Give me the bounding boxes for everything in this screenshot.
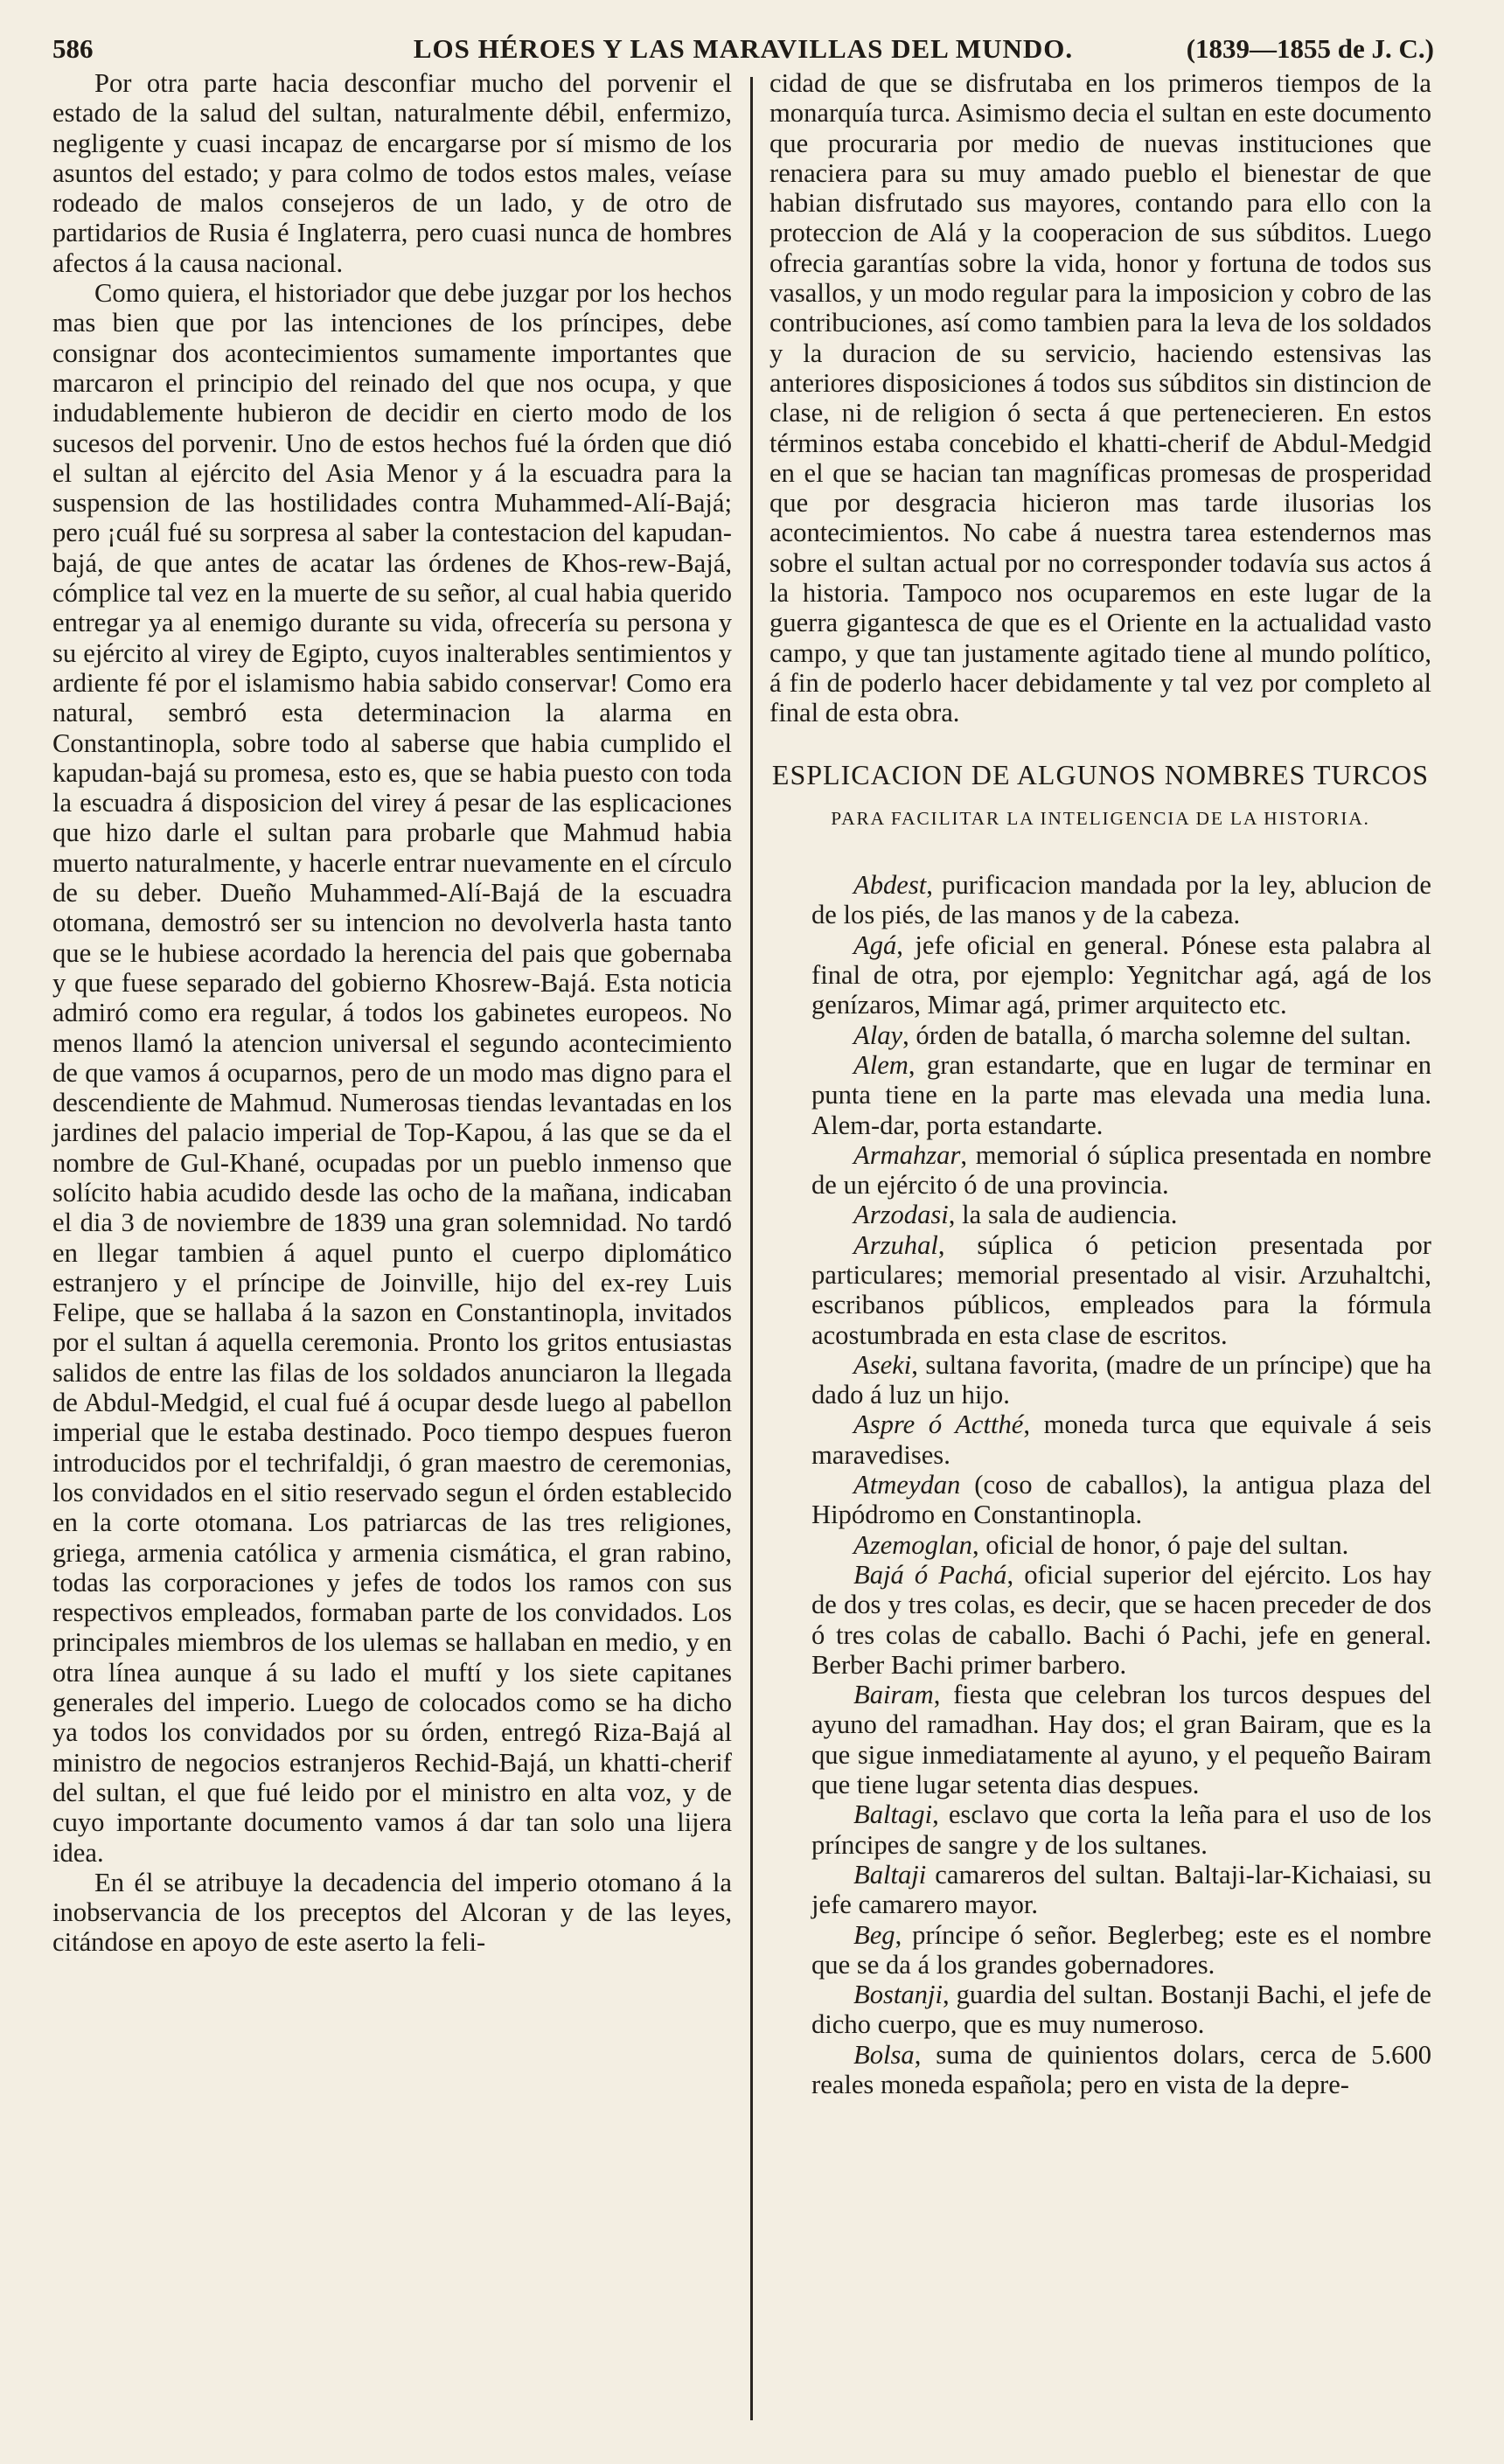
glossary-definition: , fiesta que celebran los turcos despues del ayuno del ramadhan. Hay dos; el gran Bairam, que es la que sigue inmediatamente al ayuno, y el pequeño Bairam que tiene lugar setenta dias despues. — [811, 1680, 1431, 1800]
glossary-entry — [769, 1470, 1431, 1530]
glossary-term: Alay — [853, 1020, 903, 1050]
glossary-term: Aseki — [853, 1349, 912, 1380]
glossary-definition: , purificacion mandada por la ley, ablucion de de los piés, de las manos y de la cabeza. — [811, 870, 1431, 930]
column-divider — [750, 77, 753, 2420]
glossary-term: Alem — [853, 1049, 909, 1080]
glossary-definition: camareros del sultan. Baltaji-lar-Kichaiasi, su jefe camarero mayor. — [811, 1859, 1431, 1920]
glossary-entry — [769, 1409, 1431, 1470]
glossary-definition: , jefe oficial en general. Pónese esta palabra al final de otra, por ejemplo: Yegnitchar agá, agá de los genízaros, Mimar agá, primer arquitecto etc. — [811, 929, 1431, 1020]
glossary-term: Arzuhal — [853, 1229, 938, 1260]
glossary-entry — [769, 1680, 1431, 1799]
glossary-entry — [769, 1860, 1431, 1920]
glossary-entry — [769, 1530, 1431, 1560]
glossary-definition: , moneda turca que equivale á seis maravedises. — [811, 1409, 1431, 1470]
glossary-term: Armahzar — [853, 1139, 961, 1170]
glossary-entry — [769, 1050, 1431, 1140]
left-column — [52, 68, 732, 1958]
glossary-definition: , órden de batalla, ó marcha solemne del sultan. — [902, 1020, 1412, 1050]
glossary-definition: , la sala de audiencia. — [948, 1200, 1178, 1230]
glossary-term: Bajá ó Pachá — [853, 1559, 1007, 1590]
glossary-definition: , esclavo que corta la leña para el uso de los príncipes de sangre y de los sultanes. — [811, 1799, 1431, 1860]
glossary-term: Baltagi — [853, 1799, 933, 1830]
glossary-definition: , oficial superior del ejército. Los hay de dos y tres colas, es decir, que se hacen preceder de dos ó tres colas de caballo. Bachi ó Pachi, jefe en general. Berber Bachi primer barbero. — [811, 1559, 1431, 1680]
glossary-term: Bostanji — [853, 1980, 943, 2010]
glossary-definition: , suma de quinientos dolars, cerca de 5.600 reales moneda española; pero en vista de la depre- — [811, 2039, 1431, 2099]
glossary-term: Azemoglan — [853, 1529, 972, 1560]
glossary-term: Aspre ó Actthé — [853, 1409, 1024, 1440]
date-range: (1839—1855 de J. C.) — [1186, 33, 1434, 64]
glossary-entry — [769, 1980, 1431, 2040]
glossary-entry — [769, 1560, 1431, 1680]
section-subtitle: PARA FACILITAR LA INTELIGENCIA DE LA HISTORIA. — [831, 807, 1370, 829]
paragraph: En él se atribuye la decadencia del imperio otomano á la inobservancia de los preceptos del Alcoran y de las leyes, citándose en apoyo de este aserto la feli- — [52, 1867, 732, 1958]
glossary-entry — [769, 1020, 1431, 1050]
running-title: LOS HÉROES Y LAS MARAVILLAS DEL MUNDO. — [413, 33, 1074, 64]
glossary-term: Agá — [853, 929, 897, 960]
glossary-definition: , memorial ó súplica presentada en nombre de un ejército ó de una provincia. — [811, 1139, 1431, 1201]
paragraph: Por otra parte hacia desconfiar mucho del porvenir el estado de la salud del sultan, naturalmente débil, enfermizo, negligente y cuasi incapaz de encargarse por sí mismo de los asuntos del estado; y para colmo de todos estos males, veíase rodeado de malos consejeros de un lado, y de otro de partidarios de Rusia é Inglaterra, pero cuasi nunca de hombres afectos á la causa nacional. — [52, 68, 732, 278]
glossary-definition: , sultana favorita, (madre de un príncipe) que ha dado á luz un hijo. — [811, 1349, 1431, 1410]
glossary-entry — [769, 930, 1431, 1020]
glossary-entry — [769, 1350, 1431, 1410]
glossary-entry — [769, 1230, 1431, 1350]
glossary-term: Baltaji — [853, 1859, 927, 1890]
glossary-definition: , guardia del sultan. Bostanji Bachi, el jefe de dicho cuerpo, que es muy numeroso. — [811, 1980, 1431, 2040]
glossary-definition: (coso de caballos), la antigua plaza del Hipódromo en Constantinopla. — [811, 1470, 1431, 1530]
glossary-entry — [769, 870, 1431, 930]
glossary-term: Arzodasi — [853, 1200, 949, 1230]
glossary-entry — [769, 1920, 1431, 1980]
glossary-definition: , príncipe ó señor. Beglerbeg; este es el nombre que se da á los grandes gobernadores. — [811, 1919, 1431, 1980]
page-number: 586 — [52, 33, 94, 64]
paragraph: Como quiera, el historiador que debe juzgar por los hechos mas bien que por las intenciones de los príncipes, debe consignar dos acontecimientos sumamente importantes que marcaron el principio del reinado del que nos ocupa, y que indudablemente hubieron de decidir en cierto modo de los sucesos del porvenir. Uno de estos hechos fué la órden que dió el sultan al ejército del Asia Menor y á la escuadra para la suspension de las hostilidades contra Muhammed-Alí-Bajá; pero ¡cuál fué su sorpresa al saber la contestacion del kapudan-bajá, de que antes de acatar las órdenes de Khos-rew-Bajá, cómplice tal vez en la muerte de su señor, al cual habia querido entregar ya al enemigo durante su vida, ofrecería su persona y su ejército al virey de Egipto, cuyos inalterables sentimientos y ardiente fé por el islamismo habia sabido conservar! Como era natural, sembró esta determinacion la alarma en Constantinopla, sobre todo al saberse que habia cumplido el kapudan-bajá su promesa, esto es, que se habia puesto con toda la escuadra á disposicion del virey á pesar de las esplicaciones que hizo darle el sultan para probarle que Mahmud habia muerto naturalmente, y hacerle entrar nuevamente en el círculo de su deber. Dueño Muhammed-Alí-Bajá de la escuadra otomana, demostró ser su intencion no devolverla hasta tanto que se le hubiese acordado la herencia del pais que gobernaba y que fuese separado del gobierno Khosrew-Bajá. Esta noticia admiró como era regular, á todos los gabinetes europeos. No menos llamó la atencion universal el segundo acontecimiento de que vamos á ocuparnos, pero de un modo mas digno para el descendiente de Mahmud. Numerosas tiendas levantadas en los jardines del palacio imperial de Top-Kapou, á las que se da el nombre de Gul-Khané, ocupadas por un pueblo inmenso que solícito habia acudido desde las ocho de la mañana, indicaban el dia 3 de noviembre de 1839 una gran solemnidad. No tardó en llegar tambien á aquel punto el cuerpo diplomático estranjero y el príncipe de Joinville, hijo del ex-rey Luis Felipe, que se hallaba á la sazon en Constantinopla, invitados por el sultan á aquella ceremonia. Pronto los gritos entusiastas salidos de entre las filas de los soldados anunciaron la llegada de Abdul-Medgid, el cual fué á ocupar desde luego al pabellon imperial que le estaba destinado. Poco tiempo despues fueron introducidos por el techrifaldji, ó gran maestro de ceremonias, los convidados en el sitio reservado segun el órden establecido en la corte otomana. Los patriarcas de las tres religiones, griega, armenia católica y armenia cismática, el gran rabino, todas las corporaciones y jefes de todos los ramos con sus respectivos empleados, formaban parte de los convidados. Los principales miembros de los ulemas se hallaban en medio, y en otra línea aunque á su lado el muftí y los siete capitanes generales del imperio. Luego de colocados como se ha dicho ya todos los convidados por su órden, entregó Riza-Bajá al ministro de negocios estranjeros Rechid-Bajá, un khatti-cherif del sultan, el que fué leido por el ministro en alta voz, y de cuyo importante documento vamos á dar tan solo una lijera idea. — [52, 278, 732, 1868]
glossary-term: Abdest — [853, 870, 927, 901]
right-column — [769, 68, 1431, 2099]
paragraph-continuation: cidad de que se disfrutaba en los primeros tiempos de la monarquía turca. Asimismo decia el sultan en este documento que procuraria por medio de nuevas instituciones que renaciera para su muy amado pueblo el bienestar de que habian disfrutado sus mayores, contando para ello con la proteccion de Alá y la cooperacion de sus súbditos. Luego ofrecia garantías sobre la vida, honor y fortuna de todos sus vasallos, y un modo regular para la imposicion y cobro de las contribuciones, así como tambien para la leva de los soldados y la duracion de su servicio, haciendo estensivas las anteriores disposiciones á todos sus súbditos sin distincion de clase, ni de religion ó secta á que pertenecieren. En estos términos estaba concebido el khatti-cherif de Abdul-Medgid en el que se hacian tan magníficas promesas de prosperidad que por desgracia hicieron mas tarde ilusorias los acontecimientos. No cabe á nuestra tarea estendernos mas sobre el sultan actual por no corresponder todavía sus actos á la historia. Tampoco nos ocuparemos en este lugar de la guerra gigantesca de que es el Oriente en la actualidad vasto campo, y que tan justamente agitado tiene al mundo político, á fin de poderlo hacer debidamente y tal vez por completo al final de esta obra. — [769, 68, 1431, 728]
glossary-definition: , oficial de honor, ó paje del sultan. — [971, 1529, 1349, 1560]
glossary-entry — [769, 1799, 1431, 1860]
glossary-entry — [769, 1200, 1431, 1229]
glossary-term: Beg — [853, 1919, 895, 1950]
glossary-term: Bolsa — [853, 2039, 915, 2070]
glossary-entry — [769, 2040, 1431, 2100]
section-title: ESPLICACION DE ALGUNOS NOMBRES TURCOS — [771, 758, 1430, 790]
glossary-entry — [769, 1140, 1431, 1201]
glossary-definition: , súplica ó peticion presentada por particulares; memorial presentado al visir. Arzuhaltchi, escribanos públicos, empleados para la fórmula acostumbrada en esta clase de escritos. — [811, 1229, 1431, 1350]
glossary-definition: , gran estandarte, que en lugar de terminar en punta tiene en la parte mas elevada una media luna. Alem-dar, porta estandarte. — [811, 1049, 1431, 1140]
glossary-list — [769, 870, 1431, 2099]
glossary-term: Bairam — [853, 1680, 934, 1710]
glossary-term: Atmeydan — [853, 1470, 961, 1500]
